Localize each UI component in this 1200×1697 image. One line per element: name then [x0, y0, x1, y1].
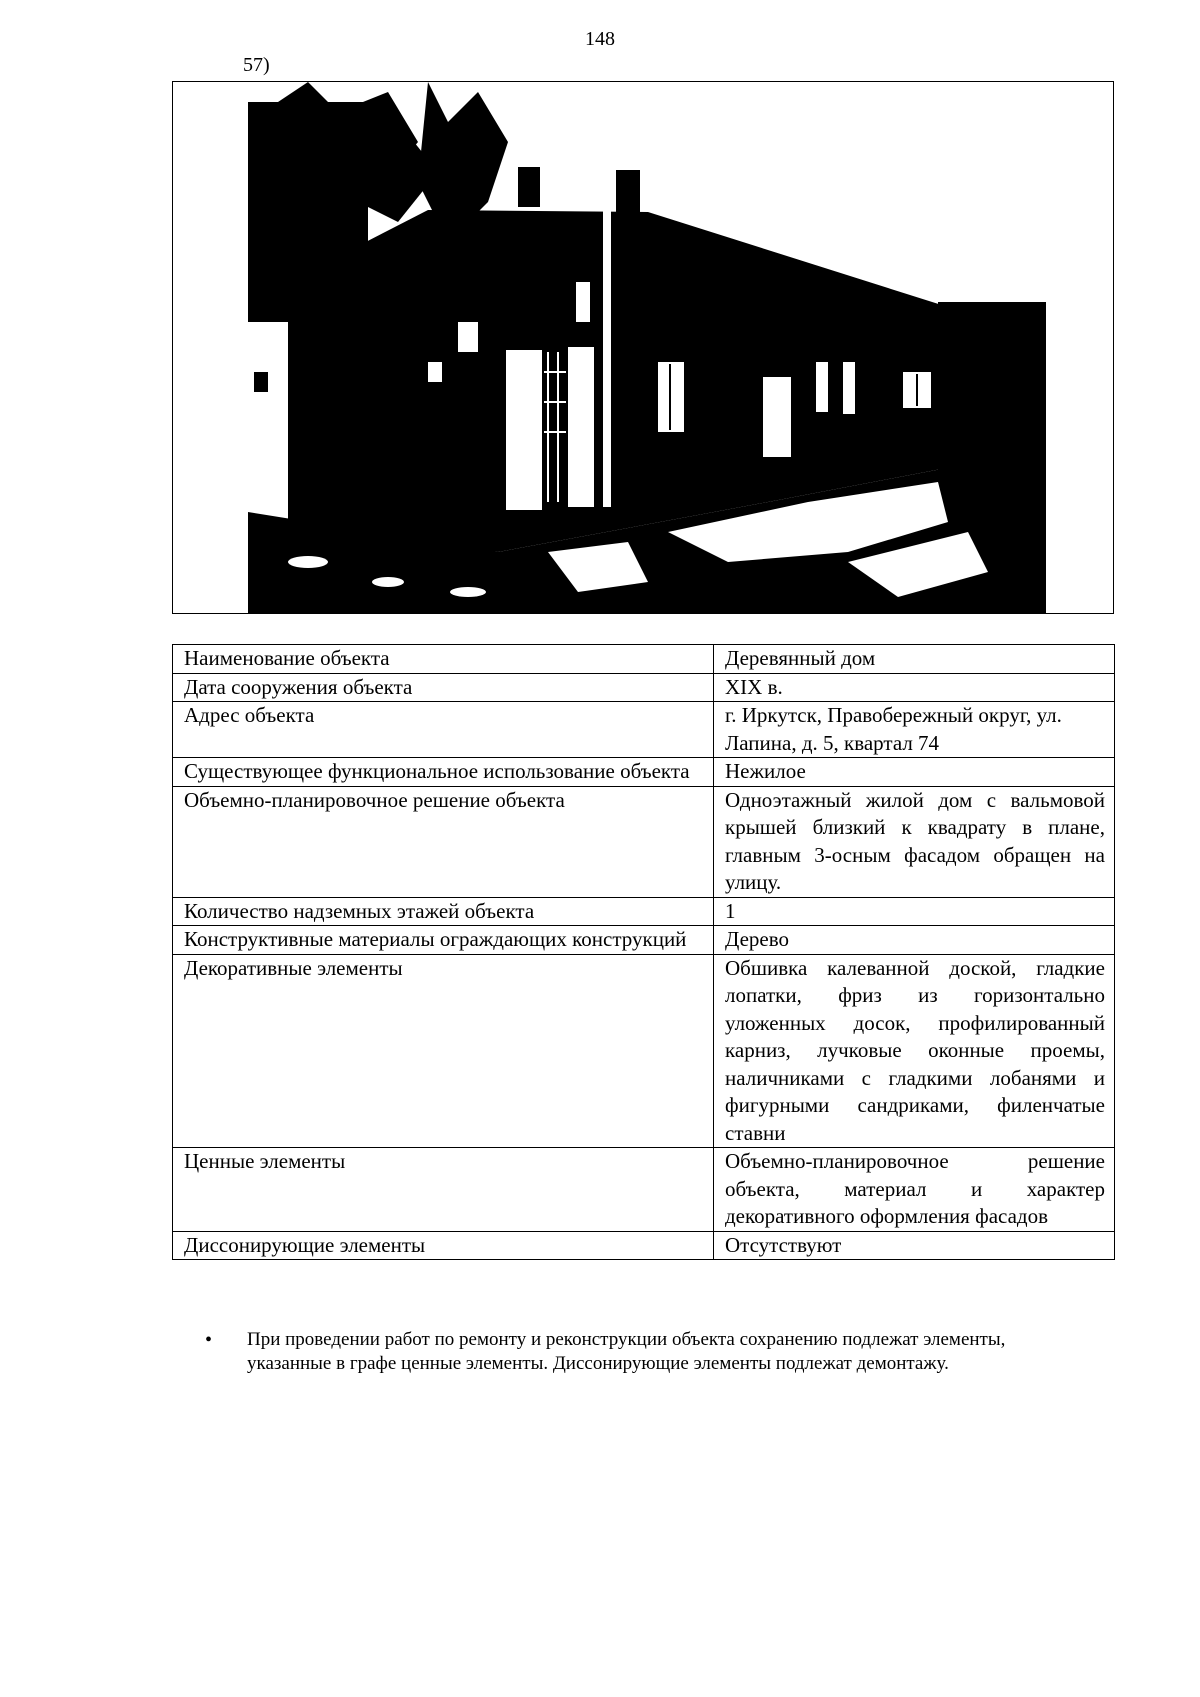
row-label: Конструктивные материалы ограждающих конструкций [173, 926, 714, 955]
page-number: 148 [585, 28, 615, 50]
row-label: Адрес объекта [173, 702, 714, 758]
object-info-table [172, 644, 1115, 1260]
table-row [173, 702, 1115, 758]
row-value: Обшивка калеванной доской, гладкие лопатки, фриз из горизонтально уложенных досок, профилированный карниз, лучковые оконные проемы, наличниками с гладкими лобанями и фигурными сандриками, филенчатые ставни [714, 954, 1115, 1148]
row-label: Объемно-планировочное решение объекта [173, 786, 714, 897]
table-row [173, 1148, 1115, 1232]
row-label: Диссонирующие элементы [173, 1231, 714, 1260]
row-label: Количество надземных этажей объекта [173, 897, 714, 926]
row-label: Дата сооружения объекта [173, 673, 714, 702]
table-row [173, 897, 1115, 926]
row-value: Объемно-планировочное решение объекта, материал и характер декоративного оформления фасадов [714, 1148, 1115, 1232]
table-row [173, 758, 1115, 787]
row-label: Наименование объекта [173, 645, 714, 674]
row-label: Существующее функциональное использование объекта [173, 758, 714, 787]
row-value: г. Иркутск, Правобережный округ, ул. Лапина, д. 5, квартал 74 [714, 702, 1115, 758]
note-text: При проведении работ по ремонту и реконструкции объекта сохранению подлежат элементы, указанные в графе ценные элементы. Диссонирующие элементы подлежат демонтажу. [247, 1329, 1006, 1374]
item-number: 57) [243, 54, 270, 76]
row-value: 1 [714, 897, 1115, 926]
row-value: Нежилое [714, 758, 1115, 787]
table-row [173, 954, 1115, 1148]
row-label: Ценные элементы [173, 1148, 714, 1232]
row-value: XIX в. [714, 673, 1115, 702]
photo-frame [172, 81, 1114, 614]
row-value: Дерево [714, 926, 1115, 955]
table-row [173, 645, 1115, 674]
row-value: Отсутствуют [714, 1231, 1115, 1260]
table-row [173, 786, 1115, 897]
table-row [173, 926, 1115, 955]
table-row [173, 673, 1115, 702]
building-photo [248, 82, 1046, 613]
note [205, 1328, 1075, 1376]
bullet-icon: • [205, 1329, 213, 1351]
row-label: Декоративные элементы [173, 954, 714, 1148]
row-value: Одноэтажный жилой дом с вальмовой крышей близкий к квадрату в плане, главным 3-осным фасадом обращен на улицу. [714, 786, 1115, 897]
row-value: Деревянный дом [714, 645, 1115, 674]
table-row [173, 1231, 1115, 1260]
